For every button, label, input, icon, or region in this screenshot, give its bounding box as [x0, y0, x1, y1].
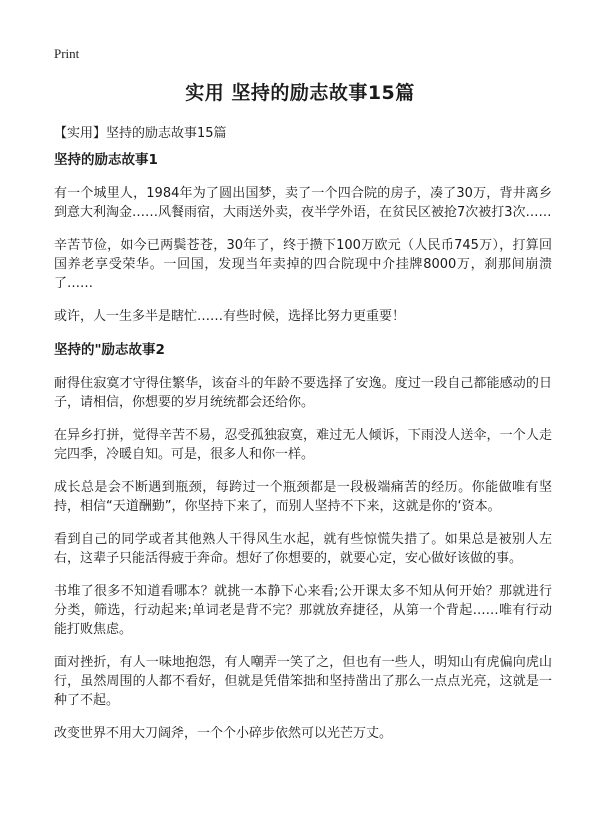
page-subtitle: 【实用】坚持的励志故事15篇 — [54, 126, 227, 141]
paragraph: 成长总是会不断遇到瓶颈，每跨过一个瓶颈都是一段极端痛苦的经历。你能做唯有坚持，相信“天道酬勤”，你坚持下来了，而别人坚持不下来，这就是你的‘资本。 — [54, 480, 552, 514]
story-section-2 — [54, 340, 552, 743]
print-link[interactable]: Print — [54, 46, 80, 61]
paragraph: 耐得住寂寞才守得住繁华，该奋斗的年龄不要选择了安逸。度过一段自己都能感动的日子，请相信，你想要的岁月统统都会还给你。 — [54, 376, 552, 410]
section-heading: 坚持的"励志故事2 — [54, 342, 165, 358]
paragraph: 或许，人一生多半是瞎忙……有些时候，选择比努力更重要！ — [54, 309, 406, 324]
section-heading: 坚持的励志故事1 — [54, 152, 158, 168]
paragraph: 辛苦节俭，如今已两鬓苍苍，30年了，终于攒下100万欧元（人民币745万），打算回国养老享受荣华。一回国，发现当年卖掉的四合院现中介挂牌8000万，刹那间崩溃了…… — [54, 238, 552, 291]
paragraph: 书堆了很多不知道看哪本？就挑一本静下心来看;公开课太多不知从何开始？那就进行分类，筛选，行动起来;单词老是背不完？那就放弃捷径，从第一个背起……唯有行动能打败焦虑。 — [54, 584, 552, 637]
paragraph: 改变世界不用大刀阔斧，一个个小碎步依然可以光芒万丈。 — [54, 726, 393, 741]
paragraph: 面对挫折，有人一味地抱怨，有人嘲弄一笑了之，但也有一些人，明知山有虎偏向虎山行，虽然周围的人都不看好，但就是凭借笨拙和坚持凿出了那么一点点光亮，这就是一种了不起。 — [54, 655, 552, 708]
story-section-1 — [54, 150, 552, 326]
paragraph: 有一个城里人，1984年为了圆出国梦，卖了一个四合院的房子，凑了30万，背井离乡到意大利淘金……风餐雨宿，大雨送外卖，夜半学外语，在贫民区被抢7次被打3次…… — [54, 186, 552, 220]
paragraph: 看到自己的同学或者其他熟人干得风生水起，就有些惊慌失措了。如果总是被别人左右，这辈子只能活得疲于奔命。想好了你想要的，就要心定，安心做好该做的事。 — [54, 532, 552, 566]
paragraph: 在异乡打拼，觉得辛苦不易，忍受孤独寂寞，难过无人倾诉，下雨没人送伞，一个人走完四季，冷暖自知。可是，很多人和你一样。 — [54, 428, 552, 462]
article-body — [54, 150, 552, 757]
page-title: 实用 坚持的励志故事15篇 — [185, 82, 415, 104]
